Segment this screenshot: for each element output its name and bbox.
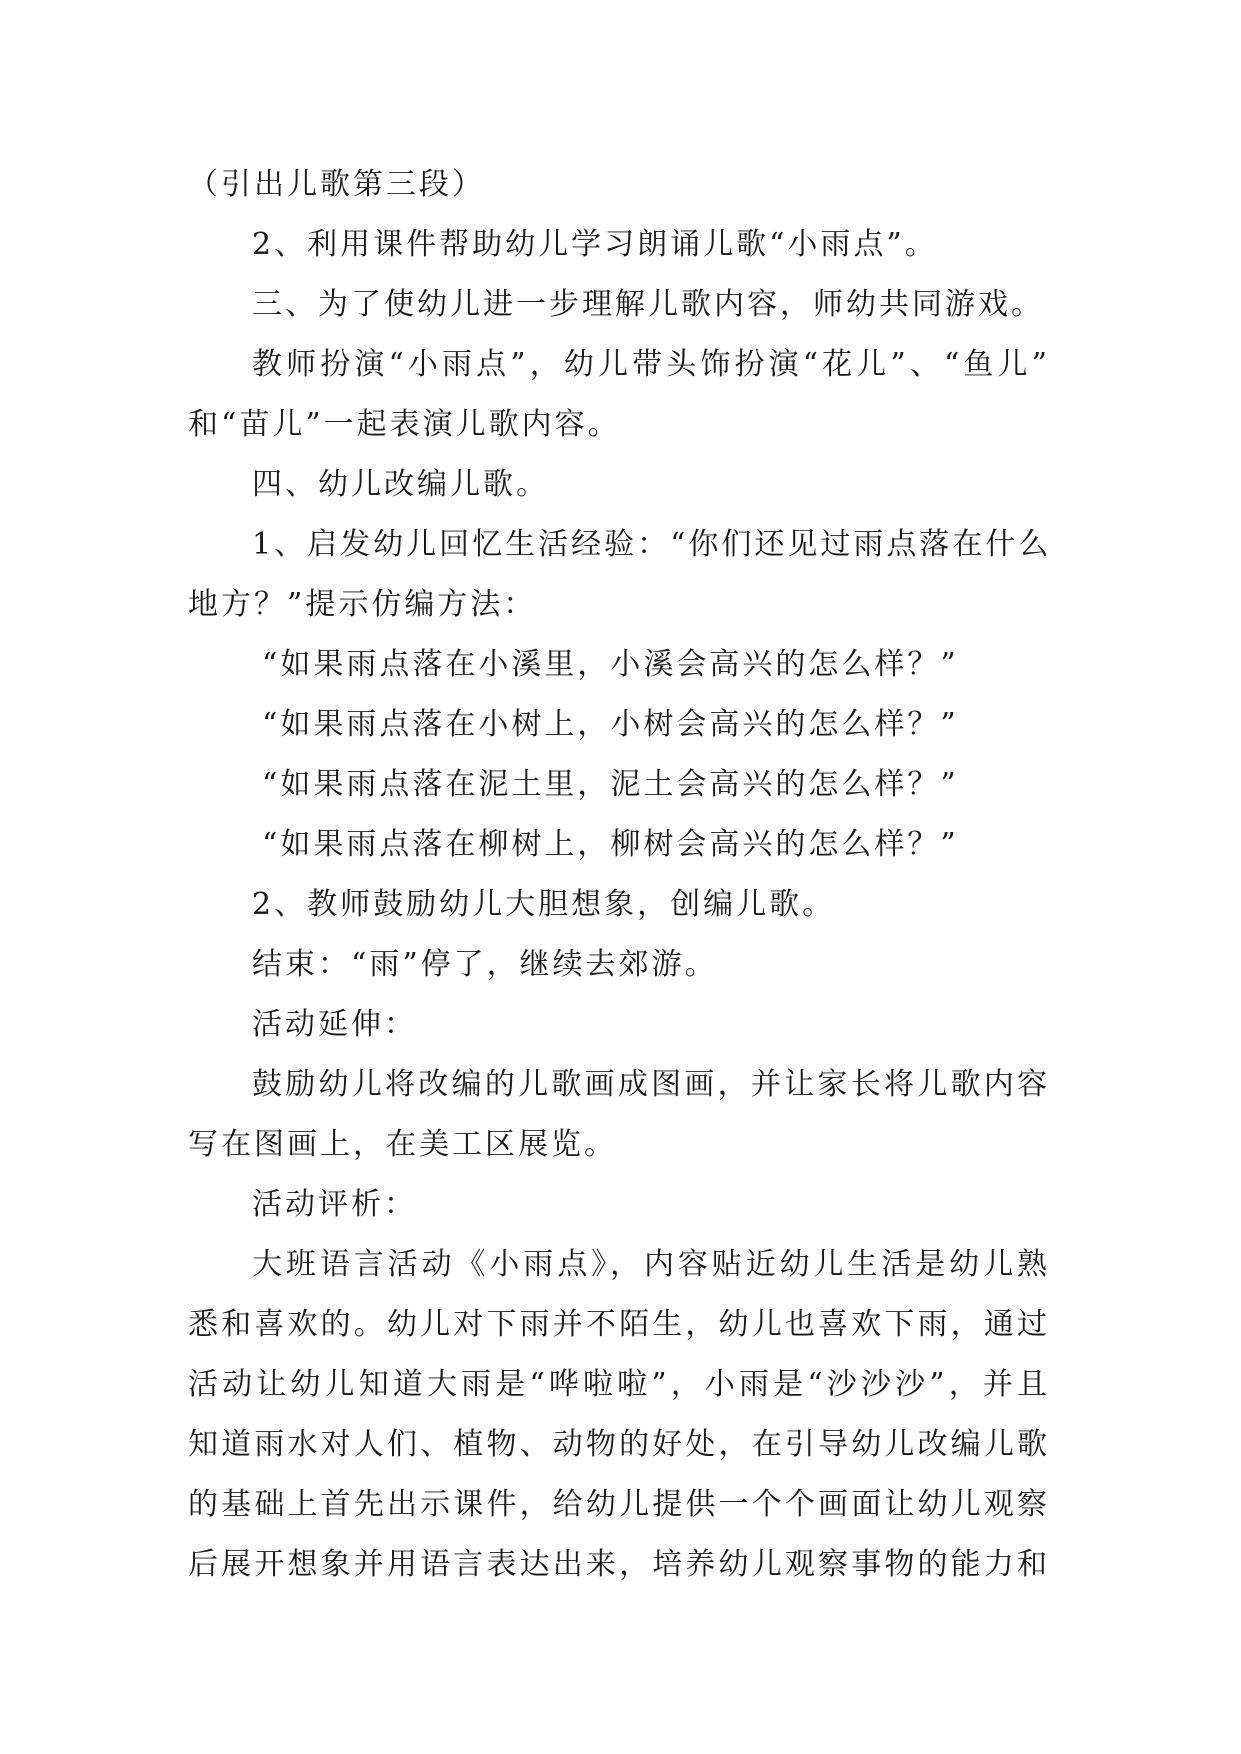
paragraph-analysis-line1: 大班语言活动《小雨点》，内容贴近幼儿生活是幼儿熟 [252,1247,1050,1282]
paragraph-step-2-encourage: 2、教师鼓励幼儿大胆想象，创编儿歌。 [252,887,836,922]
heading-activity-extension: 活动延伸： [252,1007,417,1042]
paragraph-step-1-recall-line2: 地方？”提示仿编方法： [188,587,537,622]
heading-activity-analysis: 活动评析： [252,1187,417,1222]
paragraph-intro-third-section: （引出儿歌第三段） [188,167,485,202]
paragraph-step-2-courseware: 2、利用课件帮助幼儿学习朗诵儿歌“小雨点”。 [252,227,938,262]
paragraph-section-4-adapt: 四、幼儿改编儿歌。 [252,467,549,502]
paragraph-step-1-recall-line1: 1、启发幼儿回忆生活经验：“你们还见过雨点落在什么 [252,527,1052,562]
quote-stream: “如果雨点落在小溪里，小溪会高兴的怎么样？” [262,647,959,682]
paragraph-extension-line1: 鼓励幼儿将改编的儿歌画成图画，并让家长将儿歌内容 [252,1067,1050,1102]
paragraph-teacher-role-line1: 教师扮演“小雨点”，幼儿带头饰扮演“花儿”、“鱼儿” [252,347,1050,382]
quote-soil: “如果雨点落在泥土里，泥土会高兴的怎么样？” [262,767,959,802]
quote-willow: “如果雨点落在柳树上，柳树会高兴的怎么样？” [262,827,959,862]
paragraph-analysis-line5: 的基础上首先出示课件，给幼儿提供一个个画面让幼儿观察 [188,1487,1050,1522]
paragraph-analysis-line2: 悉和喜欢的。幼儿对下雨并不陌生，幼儿也喜欢下雨，通过 [188,1307,1050,1342]
paragraph-analysis-line6: 后展开想象并用语言表达出来，培养幼儿观察事物的能力和 [188,1547,1050,1582]
paragraph-analysis-line3: 活动让幼儿知道大雨是“哗啦啦”，小雨是“沙沙沙”，并且 [188,1367,1050,1402]
paragraph-analysis-line4: 知道雨水对人们、植物、动物的好处，在引导幼儿改编儿歌 [188,1427,1050,1462]
paragraph-extension-line2: 写在图画上，在美工区展览。 [188,1127,617,1162]
paragraph-teacher-role-line2: 和“苗儿”一起表演儿歌内容。 [188,407,621,442]
paragraph-section-3-game: 三、为了使幼儿进一步理解儿歌内容，师幼共同游戏。 [252,287,1044,322]
quote-small-tree: “如果雨点落在小树上，小树会高兴的怎么样？” [262,707,959,742]
paragraph-ending: 结束：“雨”停了，继续去郊游。 [252,947,718,982]
